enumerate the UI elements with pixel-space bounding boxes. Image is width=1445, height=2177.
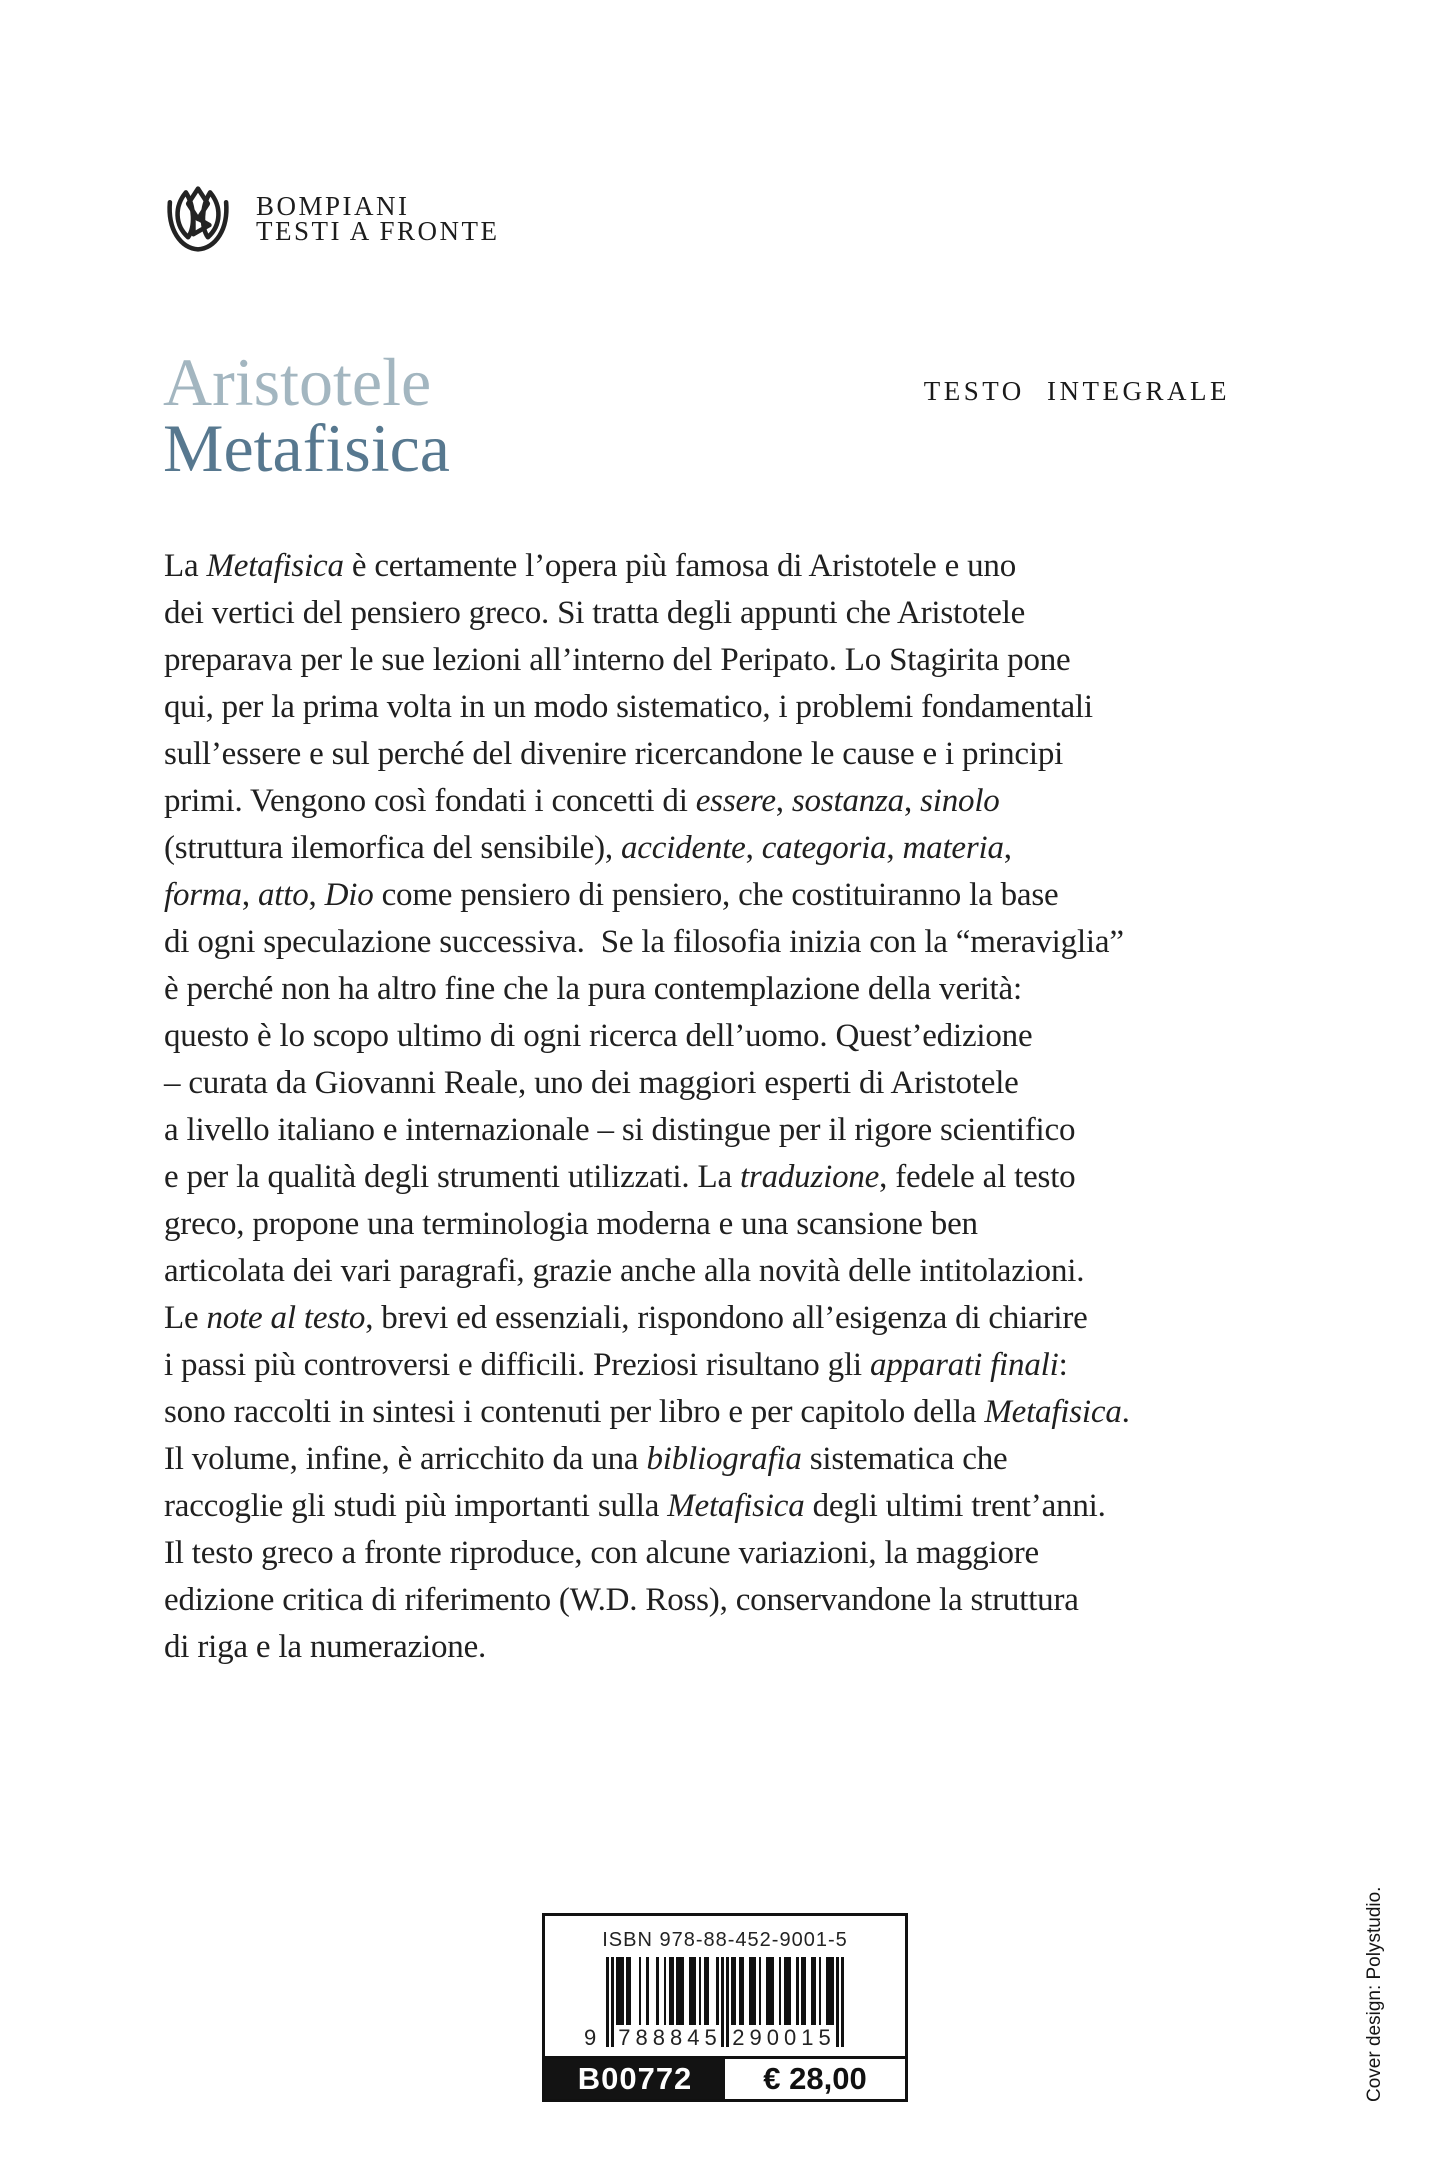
blurb-line: di riga e la numerazione. (164, 1629, 487, 1665)
blurb-line: di ogni speculazione successiva. Se la filosofia inizia con la “meraviglia” (164, 924, 1124, 960)
product-code-badge: B00772 (545, 2059, 725, 2099)
edition-badge: TESTO INTEGRALE (923, 376, 1230, 406)
blurb-line: questo è lo scopo ultimo di ogni ricerca dell’uomo. Quest’edizione (164, 1018, 1033, 1054)
book-heading (163, 344, 450, 486)
purchase-block (542, 1913, 908, 2102)
blurb-line: articolata dei vari paragrafi, grazie anche alla novità delle intitolazioni. (164, 1253, 1085, 1289)
blurb-line: sono raccolti in sintesi i contenuti per libro e per capitolo della Metafisica. (164, 1394, 1130, 1430)
blurb-line: primi. Vengono così fondati i concetti di essere, sostanza, sinolo (164, 783, 1000, 819)
barcode-digits-left: 788845 (618, 2025, 722, 2050)
barcode-digit-prefix: 9 (584, 2025, 597, 2050)
blurb-line: greco, propone una terminologia moderna e una scansione ben (164, 1206, 978, 1242)
blurb-line: Il testo greco a fronte riproduce, con alcune variazioni, la maggiore (164, 1535, 1039, 1571)
barcode-box (542, 1913, 908, 2059)
blurb-line: e per la qualità degli strumenti utilizzati. La traduzione, fedele al testo (164, 1159, 1076, 1195)
blurb-line: è perché non ha altro fine che la pura contemplazione della verità: (164, 971, 1022, 1007)
blurb-line: i passi più controversi e difficili. Preziosi risultano gli apparati finali: (164, 1347, 1068, 1383)
blurb-line: – curata da Giovanni Reale, uno dei maggiori esperti di Aristotele (164, 1065, 1019, 1101)
blurb-line: Il volume, infine, è arricchito da una bibliografia sistematica che (164, 1441, 1008, 1477)
code-price-strip (542, 2056, 908, 2102)
blurb-line: raccoglie gli studi più importanti sulla Metafisica degli ultimi trent’anni. (164, 1488, 1106, 1524)
blurb-line: edizione critica di riferimento (W.D. Ross), conservandone la struttura (164, 1582, 1079, 1618)
blurb-line: preparava per le sue lezioni all’interno del Peripato. Lo Stagirita pone (164, 642, 1071, 678)
publisher-logo (160, 180, 500, 258)
publisher-name: BOMPIANI (256, 191, 410, 221)
publisher-series: TESTI A FRONTE (256, 216, 500, 246)
blurb-line: qui, per la prima volta in un modo sistematico, i problemi fondamentali (164, 689, 1093, 725)
author-name: Aristotele (163, 344, 432, 420)
blurb-line: a livello italiano e internazionale – si distingue per il rigore scientifico (164, 1112, 1076, 1148)
ean-barcode (584, 1957, 844, 2050)
blurb-line: Le note al testo, brevi ed essenziali, rispondono all’esigenza di chiarire (164, 1300, 1088, 1336)
blurb-line: sull’essere e sul perché del divenire ricercandone le cause e i principi (164, 736, 1064, 772)
price-label: € 28,00 (725, 2059, 905, 2099)
bompiani-rose-icon (160, 180, 236, 258)
blurb-line: dei vertici del pensiero greco. Si tratta degli appunti che Aristotele (164, 595, 1026, 631)
cover-design-credit: Cover design: Polystudio. (1364, 1886, 1385, 2102)
publisher-wordmark (256, 191, 500, 246)
blurb-line: (struttura ilemorfica del sensibile), accidente, categoria, materia, (164, 830, 1012, 866)
book-title: Metafisica (163, 410, 450, 486)
isbn-label: ISBN 978-88-452-9001-5 (602, 1929, 848, 1951)
blurb (164, 543, 1130, 1671)
barcode-digits-right: 290015 (732, 2025, 836, 2050)
blurb-line: La Metafisica è certamente l’opera più famosa di Aristotele e uno (164, 548, 1017, 584)
blurb-line: forma, atto, Dio come pensiero di pensiero, che costituiranno la base (164, 877, 1059, 913)
